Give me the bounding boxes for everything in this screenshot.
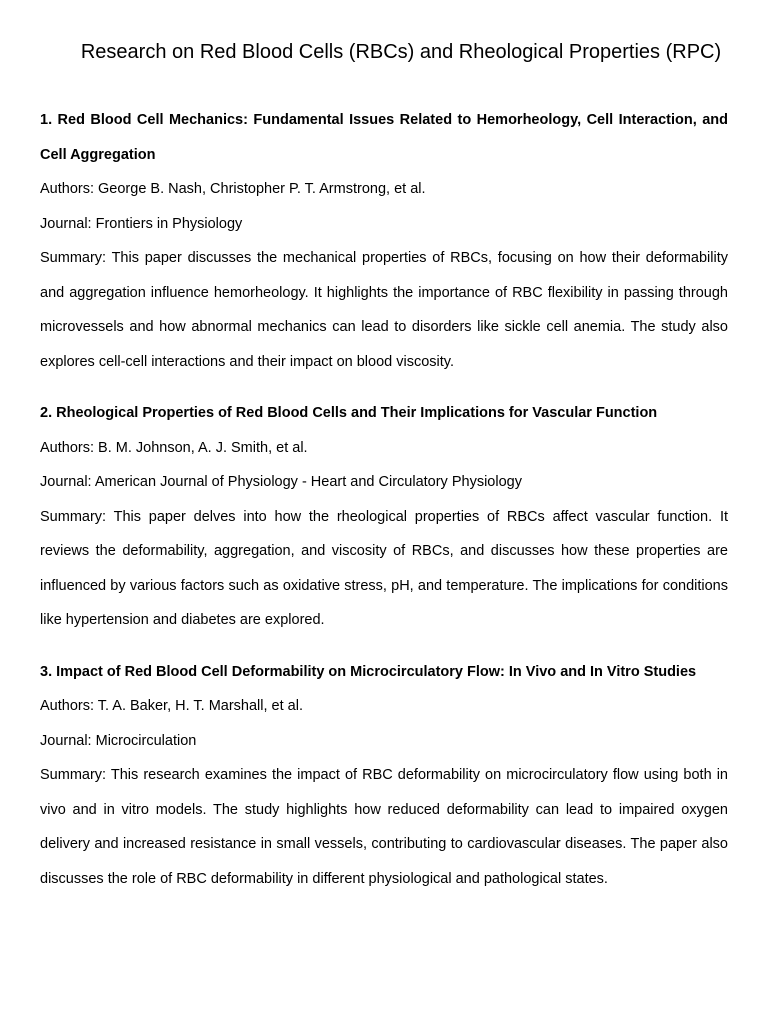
paper-summary: Summary: This paper delves into how the rheological properties of RBCs affect vascular function. It reviews the deformability, aggregation, and viscosity of RBCs, and discusses how these properties are influenced by various factors such as oxidative stress, pH, and temperature. The implications for conditions like hypertension and diabetes are explored. <box>40 508 728 628</box>
paper-summary: Summary: This paper discusses the mechanical properties of RBCs, focusing on how their deformability and aggregation influence hemorheology. It highlights the importance of RBC flexibility in passing through microvessels and how abnormal mechanics can lead to disorders like sickle cell anemia. The study also explores cell-cell interactions and their impact on blood viscosity. <box>40 250 728 370</box>
document-title: Research on Red Blood Cells (RBCs) and Rheological Properties (RPC) <box>80 41 722 63</box>
paper-journal: Journal: Frontiers in Physiology <box>40 215 243 232</box>
paper-authors: Authors: T. A. Baker, H. T. Marshall, et al. <box>40 698 303 714</box>
paper-title: 2. Rheological Properties of Red Blood Cells and Their Implications for Vascular Function <box>40 405 658 421</box>
paper-list <box>40 103 728 913</box>
paper-entry-1 <box>40 103 728 379</box>
paper-summary: Summary: This research examines the impact of RBC deformability on microcirculatory flow using both in vivo and in vitro models. The study highlights how reduced deformability can lead to impaired oxygen delivery and increased resistance in small vessels, contributing to cardiovascular diseases. The paper also discusses the role of RBC deformability in different physiological and pathological states. <box>40 767 728 887</box>
paper-title: 3. Impact of Red Blood Cell Deformability on Microcirculatory Flow: In Vivo and In Vitro Studies <box>40 663 697 680</box>
paper-authors: Authors: George B. Nash, Christopher P. T. Armstrong, et al. <box>40 181 426 197</box>
paper-entry-3 <box>40 655 728 897</box>
paper-journal: Journal: American Journal of Physiology - Heart and Circulatory Physiology <box>40 474 522 490</box>
paper-entry-2 <box>40 396 728 638</box>
paper-authors: Authors: B. M. Johnson, A. J. Smith, et al. <box>40 439 308 456</box>
paper-journal: Journal: Microcirculation <box>40 732 197 749</box>
paper-title: 1. Red Blood Cell Mechanics: Fundamental Issues Related to Hemorheology, Cell Interaction, and Cell Aggregation <box>40 112 728 163</box>
